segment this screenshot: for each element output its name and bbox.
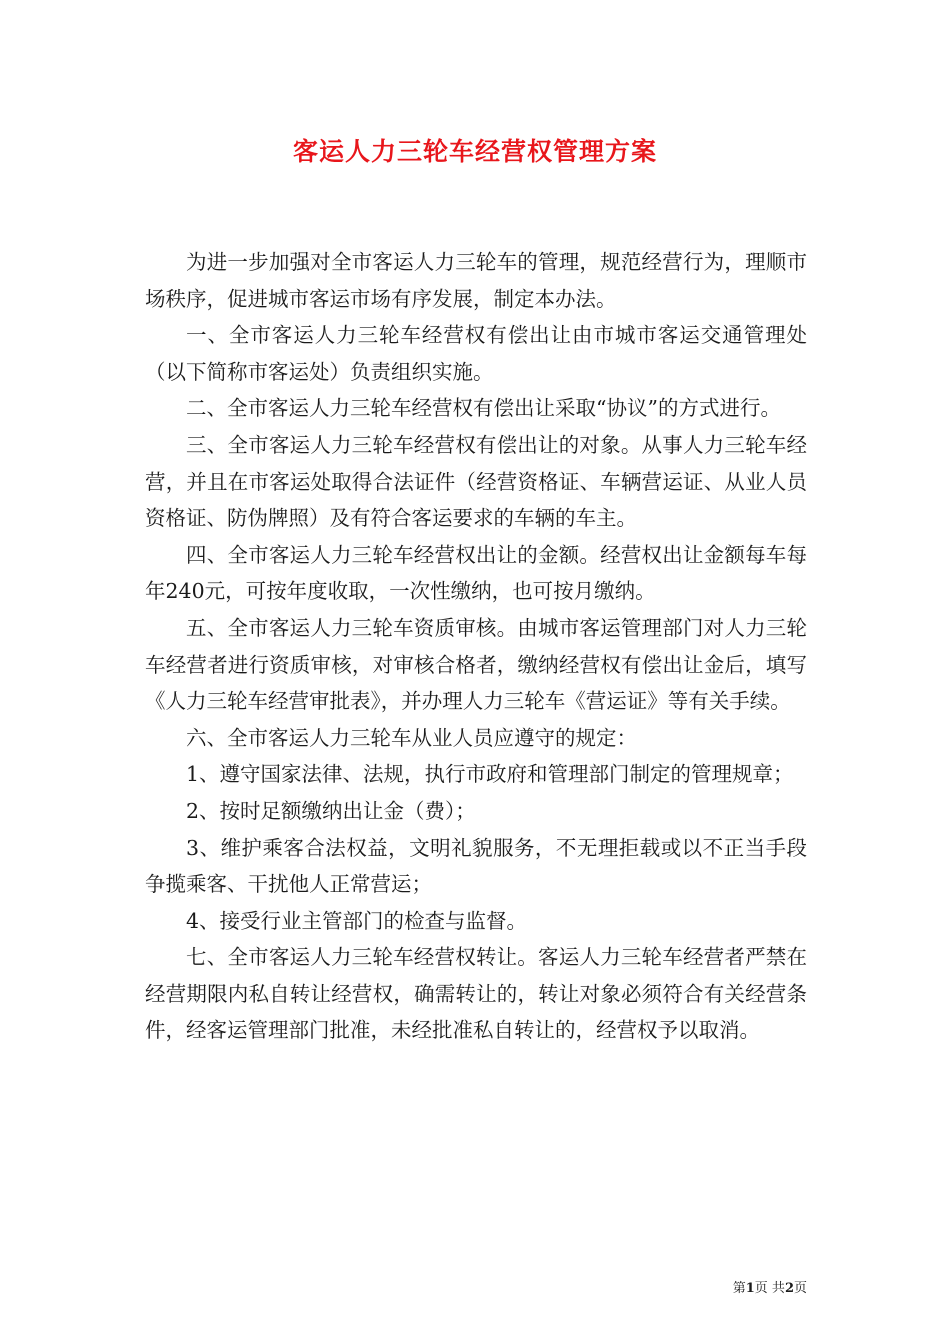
page-number-footer: [733, 1277, 807, 1296]
total-page-number: 2: [784, 1281, 794, 1296]
paragraph-7: 七、全市客运人力三轮车经营权转让。客运人力三轮车经营者严禁在经营期限内私自转让经营权，确需转让的，转让对象必须符合有关经营条件，经客运管理部门批准，未经批准私自转让的，经营权予以取消。: [145, 945, 807, 1043]
paragraph-6: 六、全市客运人力三轮车从业人员应遵守的规定：: [186, 725, 637, 750]
footer-middle: 页 共: [754, 1281, 785, 1296]
paragraph-4: 四、全市客运人力三轮车经营权出让的金额。经营权出让金额每车每年240元，可按年度收取，一次性缴纳，也可按月缴纳。: [145, 542, 807, 604]
paragraph-intro: 为进一步加强对全市客运人力三轮车的管理，规范经营行为，理顺市场秩序，促进城市客运市场有序发展，制定本办法。: [145, 250, 807, 311]
document-title: 客运人力三轮车经营权管理方案: [292, 137, 657, 166]
footer-suffix: 页: [793, 1281, 807, 1296]
list-item-2: 2、按时足额缴纳出让金（费）；: [186, 798, 476, 823]
paragraph-1: 一、全市客运人力三轮车经营权有偿出让由市城市客运交通管理处（以下简称市客运处）负责组织实施。: [145, 323, 807, 384]
current-page-number: 1: [745, 1281, 755, 1296]
list-item-4: 4、接受行业主管部门的检查与监督。: [186, 908, 528, 933]
paragraph-3: 三、全市客运人力三轮车经营权有偿出让的对象。从事人力三轮车经营，并且在市客运处取得合法证件（经营资格证、车辆营运证、从业人员资格证、防伪牌照）及有符合客运要求的车辆的车主。: [145, 432, 807, 531]
list-item-3: 3、维护乘客合法权益，文明礼貌服务，不无理拒载或以不正当手段争揽乘客、干扰他人正常营运；: [145, 835, 807, 897]
footer-prefix: 第: [732, 1281, 746, 1296]
paragraph-5: 五、全市客运人力三轮车资质审核。由城市客运管理部门对人力三轮车经营者进行资质审核，对审核合格者，缴纳经营权有偿出让金后，填写《人力三轮车经营审批表》，并办理人力三轮车《营运证》等有关手续。: [145, 615, 807, 714]
list-item-1: 1、遵守国家法律、法规，执行市政府和管理部门制定的管理规章；: [186, 762, 794, 787]
paragraph-2: 二、全市客运人力三轮车经营权有偿出让采取“协议”的方式进行。: [186, 396, 781, 421]
document-body: [145, 244, 807, 1049]
